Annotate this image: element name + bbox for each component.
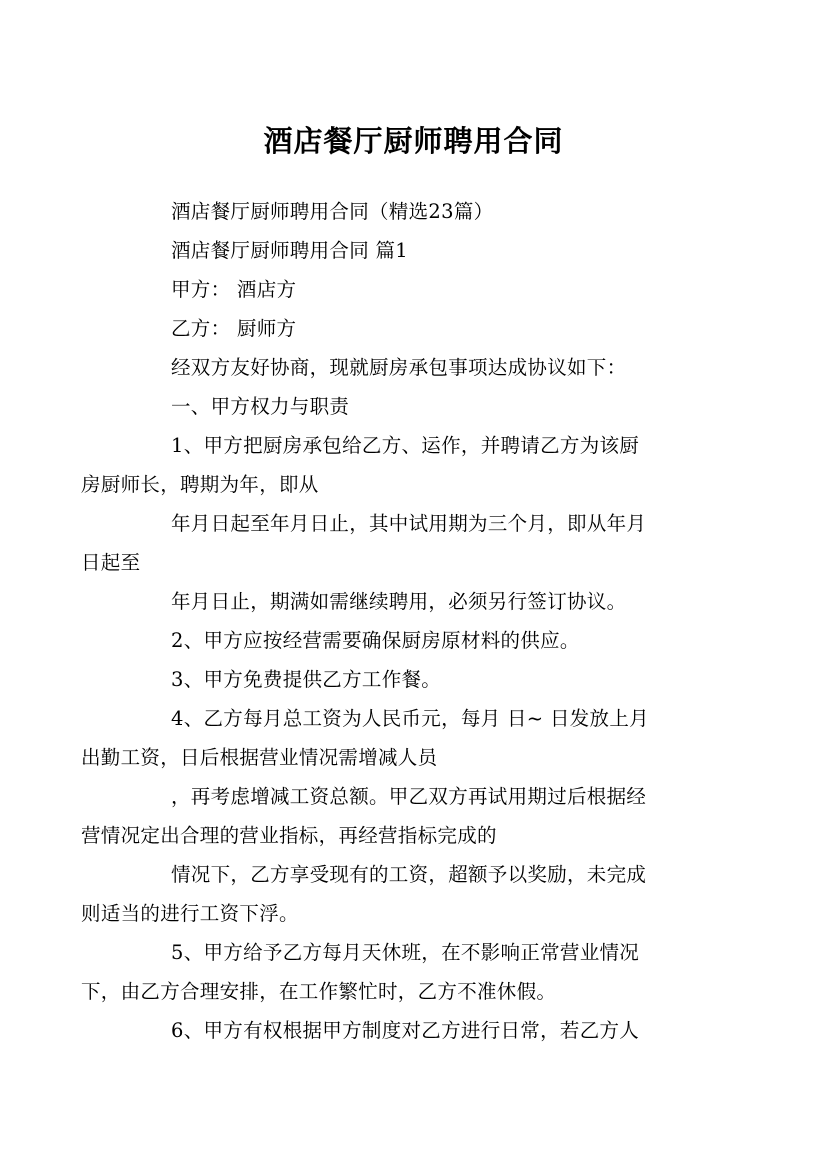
paragraph-2 [126,231,702,270]
paragraph-10 [126,621,702,660]
paragraph-3 [126,270,702,309]
paragraph-9 [126,582,702,621]
paragraph-12 [81,699,702,777]
paragraph-line: 经双方友好协商，现就厨房承包事项达成协议如下： [171,356,627,379]
paragraph-line: 乙方： 厨师方 [171,317,297,340]
paragraph-line: 情况下，乙方享受现有的工资，超额予以奖励，未完成 [171,863,647,886]
paragraph-7 [81,426,702,504]
paragraph-line: 1、甲方把厨房承包给乙方、运作，并聘请乙方为该厨 [171,434,640,457]
paragraph-6 [126,387,702,426]
paragraph-1 [126,192,702,231]
document-body [81,192,702,1050]
paragraph-11 [126,660,702,699]
paragraph-line: 出勤工资，日后根据营业情况需增减人员 [81,746,438,769]
paragraph-8 [81,504,702,582]
paragraph-line: 一、甲方权力与职责 [171,395,350,418]
paragraph-line: 营情况定出合理的营业指标，再经营指标完成的 [81,824,497,847]
paragraph-line: 则适当的进行工资下浮。 [81,902,299,925]
paragraph-line: 下，由乙方合理安排，在工作繁忙时，乙方不准休假。 [81,980,557,1003]
paragraph-line: 酒店餐厅厨师聘用合同 篇1 [171,239,409,262]
paragraph-line: 房厨师长，聘期为年，即从 [81,473,319,496]
paragraph-13 [81,777,702,855]
paragraph-line: 2、甲方应按经营需要确保厨房原材料的供应。 [171,629,580,652]
paragraph-line: 日起至 [81,551,141,574]
paragraph-5 [126,348,702,387]
paragraph-4 [126,309,702,348]
paragraph-line: 6、甲方有权根据甲方制度对乙方进行日常，若乙方人 [171,1019,640,1042]
paragraph-line: 年月日起至年月日止，其中试用期为三个月，即从年月 [171,512,647,535]
paragraph-16 [126,1011,702,1050]
paragraph-line: 甲方： 酒店方 [171,278,297,301]
paragraph-15 [81,933,702,1011]
paragraph-line: 3、甲方免费提供乙方工作餐。 [171,668,442,691]
paragraph-14 [81,855,702,933]
paragraph-line: 4、乙方每月总工资为人民币元，每月 日~ 日发放上月 [171,707,649,730]
paragraph-line: 酒店餐厅厨师聘用合同（精选23篇） [171,200,494,223]
document-title: 酒店餐厅厨师聘用合同 [263,124,564,159]
paragraph-line: ，再考虑增减工资总额。甲乙双方再试用期过后根据经 [171,785,647,808]
paragraph-line: 5、甲方给予乙方每月天休班，在不影响正常营业情况 [171,941,640,964]
paragraph-line: 年月日止，期满如需继续聘用，必须另行签订协议。 [171,590,627,613]
